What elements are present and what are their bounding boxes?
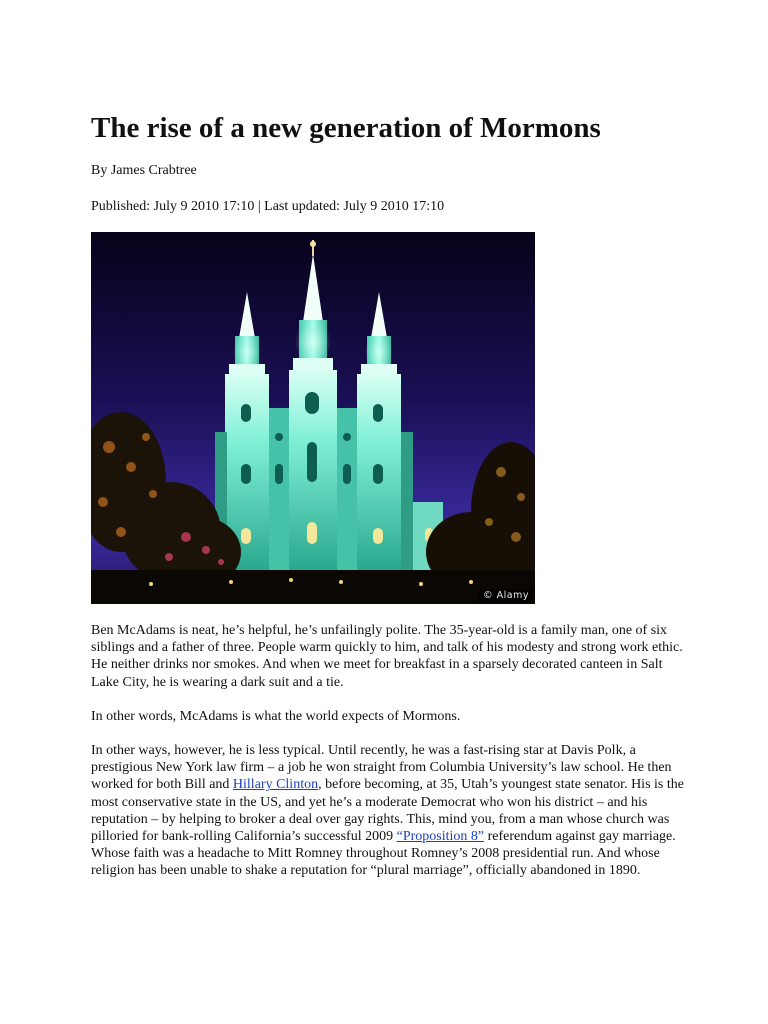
- proposition-8-link[interactable]: “Proposition 8”: [396, 829, 485, 845]
- paragraph-3-text-c: referendum against gay marriage. Whose faith was a headache to Mitt Romney throughout Romney’s 2008 presidential run. And whose religion has been unable to shake a reputation for “plural marriage”, officially abandoned in 1890.: [91, 829, 676, 879]
- article-body: [91, 622, 691, 897]
- paragraph-3-text-a: In other ways, however, he is less typical. Until recently, he was a fast-rising star at Davis Polk, a prestigious New York law firm – a job he won straight from Columbia University’s law school. He then worked for both Bill and: [91, 743, 672, 793]
- hillary-clinton-link[interactable]: Hillary Clinton: [232, 777, 319, 793]
- paragraph-3: [91, 742, 691, 880]
- paragraph-1: Ben McAdams is neat, he’s helpful, he’s unfailingly polite. The 35-year-old is a family man, one of six siblings and a father of three. People warm quickly to him, and talk of his modesty and strong work ethic. He neither drinks nor smokes. And when we meet for breakfast in a sparsely decorated canteen in Salt Lake City, he is wearing a dark suit and a tie.: [91, 623, 683, 690]
- byline: By James Crabtree: [91, 163, 197, 178]
- paragraph-3-text-b: , before becoming, at 35, Utah’s youngest state senator. His is the most conservative state in the US, and yet he’s a moderate Democrat who won his district – and his reputation – by helping to broker a deal over gay rights. This, mind you, from a man whose church was pilloried for bank-rolling California’s successful 2009: [91, 777, 684, 845]
- publish-date: Published: July 9 2010 17:10 | Last updated: July 9 2010 17:10: [91, 199, 445, 214]
- temple-illustration: [91, 232, 535, 604]
- photo-credit: © Alamy: [479, 589, 533, 602]
- paragraph-2: In other words, McAdams is what the world expects of Mormons.: [91, 708, 461, 724]
- temple-photo: [91, 232, 535, 604]
- article-title: The rise of a new generation of Mormons: [91, 112, 601, 144]
